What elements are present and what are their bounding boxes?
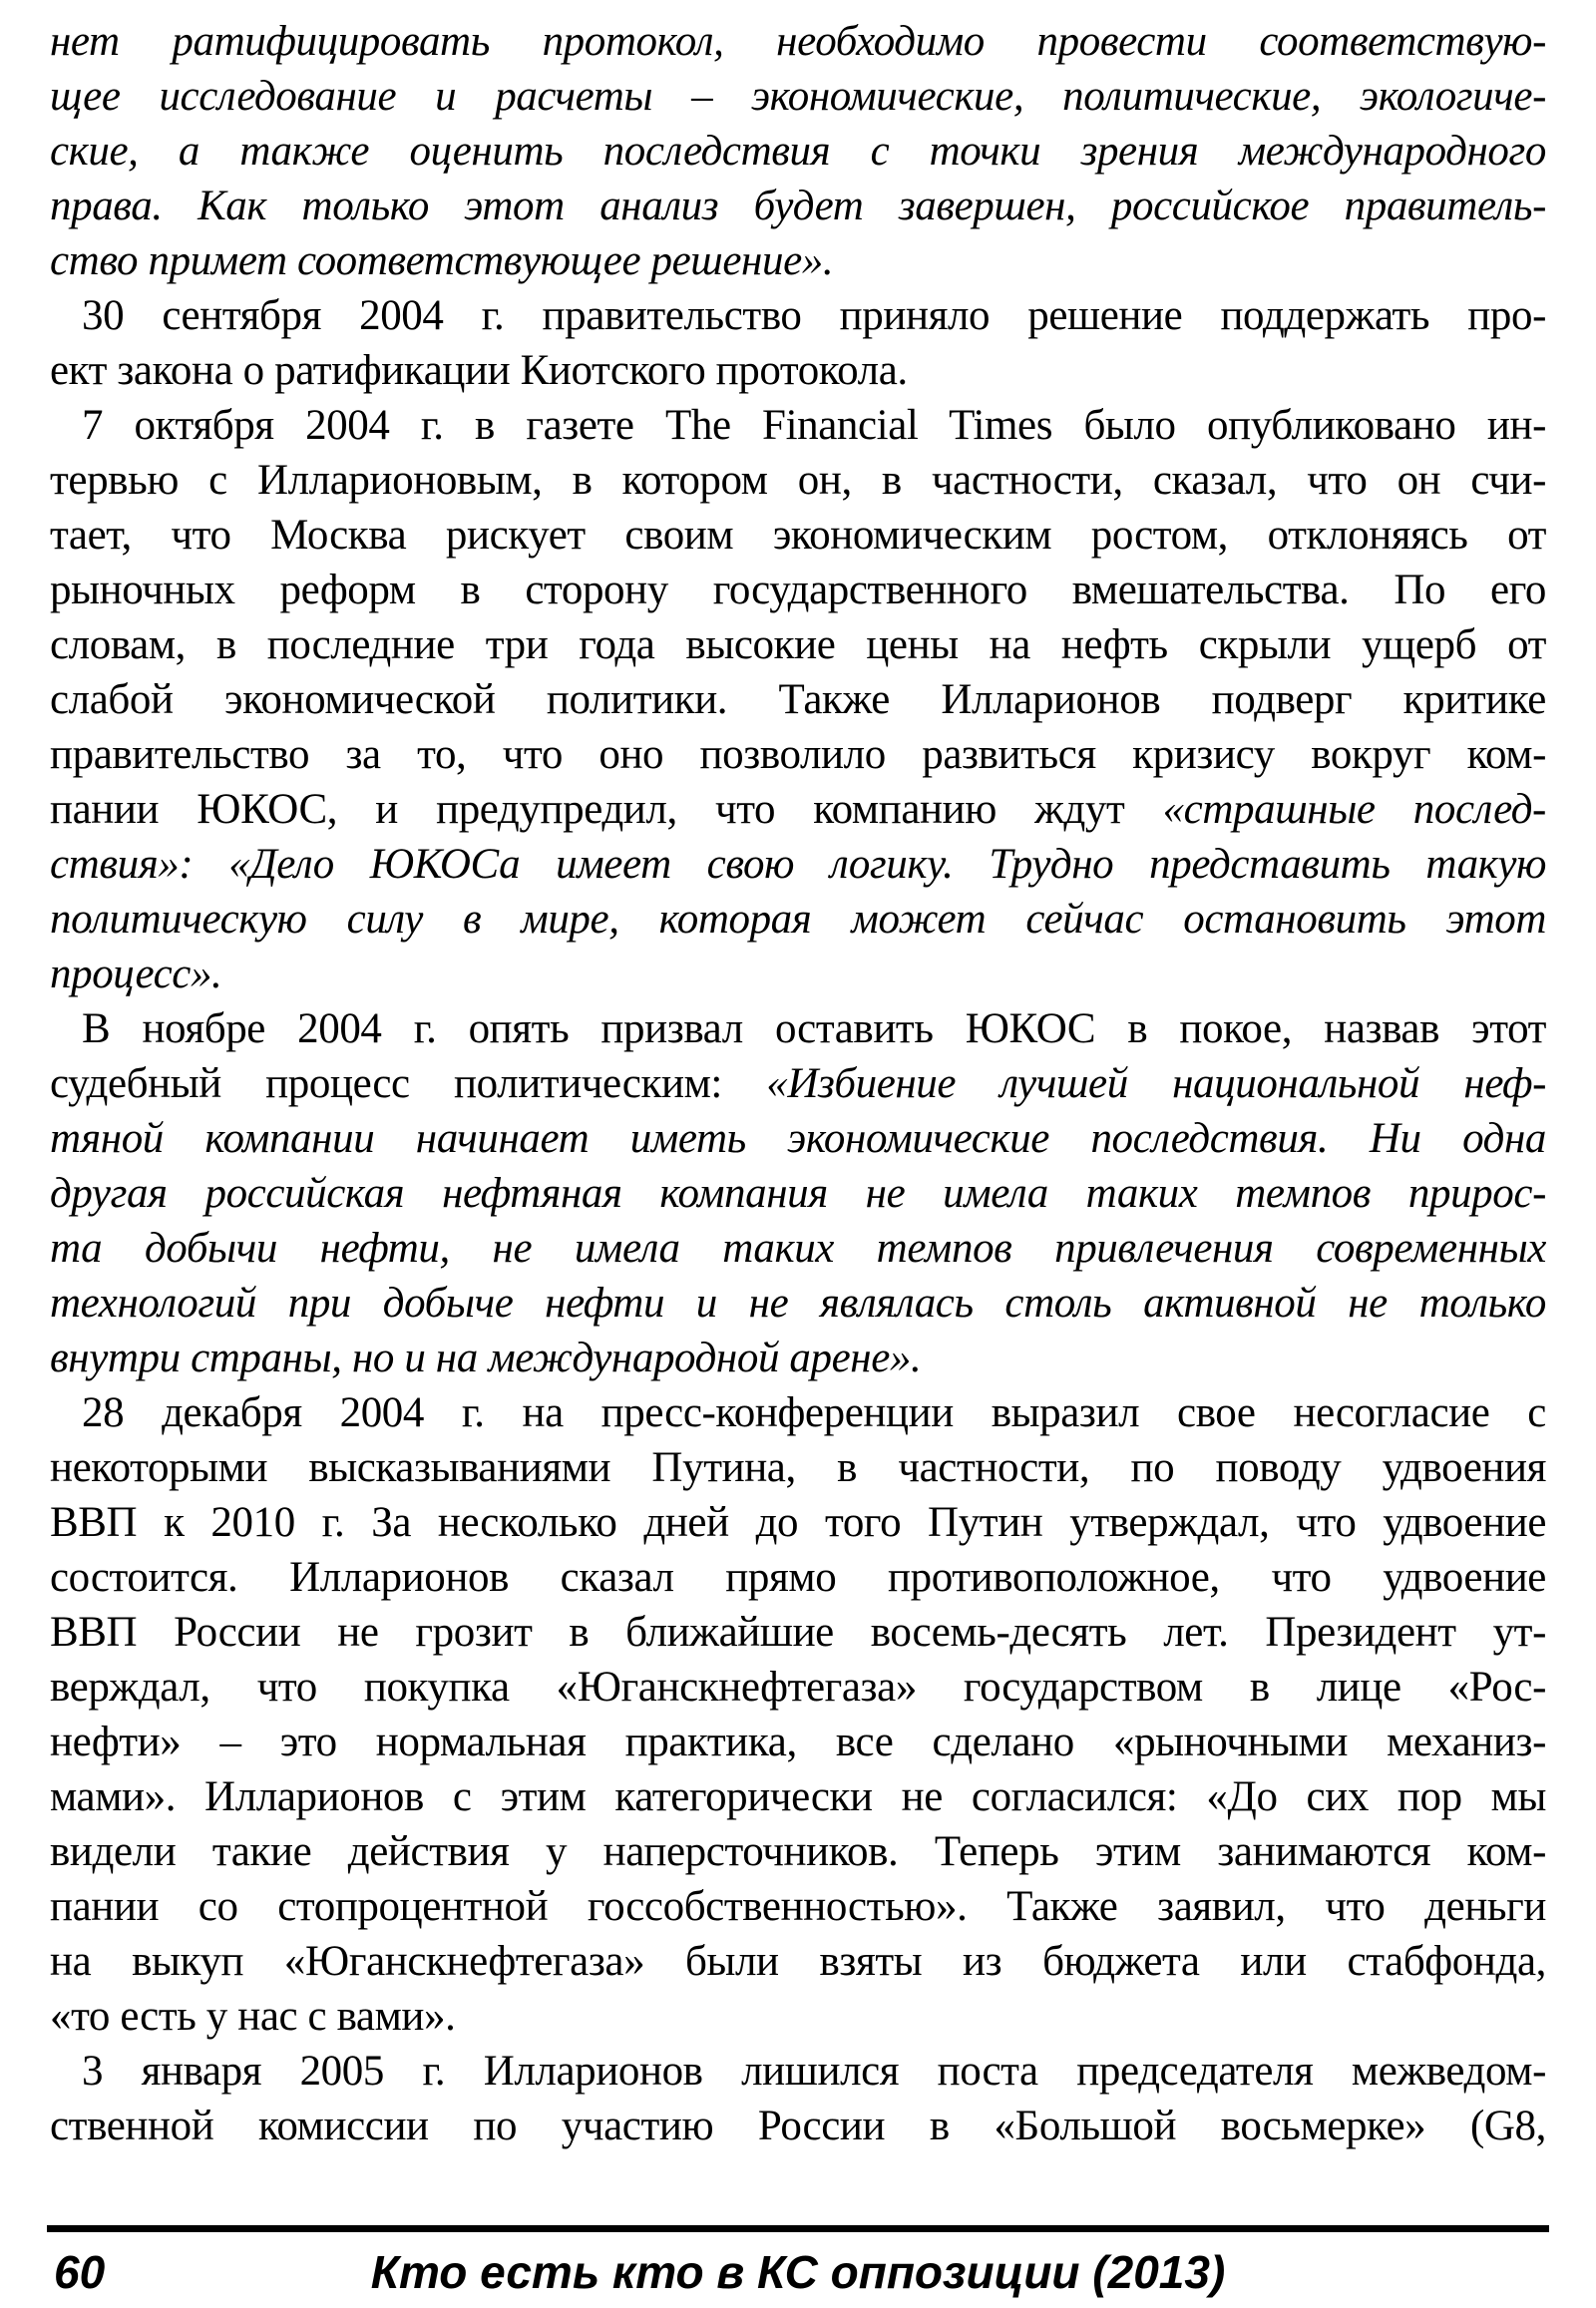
text-line xyxy=(50,727,1546,782)
text-run: 7 октября 2004 г. в газете The Financial Times было опубликовано ин- xyxy=(82,402,1546,449)
text-run: 30 сентября 2004 г. правительство приняло решение поддержать про- xyxy=(82,292,1546,339)
text-line xyxy=(50,1769,1546,1824)
text-line xyxy=(50,179,1546,233)
text-line xyxy=(50,508,1546,563)
text-run: на выкуп «Юганскнефтегаза» были взяты из бюджета или стабфонда, xyxy=(50,1938,1546,1985)
text-line xyxy=(50,1001,1546,1056)
quote-italic-run: тяной компании начинает иметь экономические последствия. Ни одна xyxy=(50,1115,1546,1162)
quote-italic-run: ские, а также оценить последствия с точки зрения международного xyxy=(50,128,1546,175)
text-line xyxy=(50,124,1546,179)
text-line xyxy=(50,1550,1546,1605)
text-run: тервью с Илларионовым, в котором он, в частности, сказал, что он счи- xyxy=(50,457,1546,504)
quote-italic-run: «Избиение лучшей национальной неф- xyxy=(766,1060,1546,1107)
text-line xyxy=(50,1715,1546,1769)
quote-italic-run: нет ратифицировать протокол, необходимо провести соответствую- xyxy=(50,18,1546,65)
text-line xyxy=(50,69,1546,124)
text-run: слабой экономической политики. Также Илларионов подверг критике xyxy=(50,676,1546,723)
text-line xyxy=(50,1495,1546,1550)
text-run: 3 января 2005 г. Илларионов лишился поста председателя межведом- xyxy=(82,2048,1546,2095)
quote-italic-run: ствия»: «Дело ЮКОСа имеет свою логику. Трудно представить такую xyxy=(50,841,1546,888)
text-line xyxy=(50,2044,1546,2099)
text-run: ВВП России не грозит в ближайшие восемь-десять лет. Президент ут- xyxy=(50,1609,1546,1656)
quote-italic-run: процесс». xyxy=(50,951,222,997)
text-line xyxy=(50,453,1546,508)
text-line xyxy=(50,1331,1546,1385)
text-block xyxy=(50,14,1546,2153)
text-run: ВВП к 2010 г. За несколько дней до того Путин утверждал, что удвоение xyxy=(50,1499,1546,1546)
text-run: судебный процесс политическим: xyxy=(50,1060,767,1107)
text-line xyxy=(50,1221,1546,1276)
text-line xyxy=(50,1824,1546,1879)
text-line xyxy=(50,1934,1546,1989)
text-run: ект закона о ратификации Киотского протокола. xyxy=(50,347,908,394)
text-run: ственной комиссии по участию России в «Большой восьмерке» (G8, xyxy=(50,2103,1546,2149)
text-line xyxy=(50,782,1546,837)
text-line xyxy=(50,837,1546,892)
text-line xyxy=(50,398,1546,453)
text-run: видели такие действия у наперсточников. Теперь этим занимаются ком- xyxy=(50,1828,1546,1875)
quote-italic-run: права. Как только этот анализ будет завершен, российское правитель- xyxy=(50,183,1546,229)
quote-italic-run: внутри страны, но и на международной арене». xyxy=(50,1335,922,1381)
text-line xyxy=(50,1385,1546,1440)
text-line xyxy=(50,1989,1546,2044)
text-run: состоится. Илларионов сказал прямо противоположное, что удвоение xyxy=(50,1554,1546,1601)
text-run: правительство за то, что оно позволило развиться кризису вокруг ком- xyxy=(50,731,1546,778)
text-run: пании со стопроцентной госсобственностью». Также заявил, что деньги xyxy=(50,1883,1546,1930)
page-number: 60 xyxy=(54,2246,106,2298)
quote-italic-run: ство примет соответствующее решение». xyxy=(50,237,834,284)
text-line xyxy=(50,1056,1546,1111)
text-run: верждал, что покупка «Юганскнефтегаза» государством в лице «Рос- xyxy=(50,1664,1546,1711)
text-line xyxy=(50,947,1546,1001)
quote-italic-run: технологий при добыче нефти и не являлась столь активной не только xyxy=(50,1280,1546,1327)
text-line xyxy=(50,892,1546,947)
text-run: тает, что Москва рискует своим экономическим ростом, отклоняясь от xyxy=(50,512,1546,559)
text-run: рыночных реформ в сторону государственного вмешательства. По его xyxy=(50,567,1546,613)
quote-italic-run: другая российская нефтяная компания не имела таких темпов прирос- xyxy=(50,1170,1546,1217)
footer-title: Кто есть кто в КС оппозиции (2013) xyxy=(370,2246,1226,2298)
text-line xyxy=(50,343,1546,398)
footer-rule xyxy=(47,2225,1549,2232)
text-line xyxy=(50,288,1546,343)
text-line xyxy=(50,1605,1546,1660)
text-line xyxy=(50,1879,1546,1934)
text-line xyxy=(50,1660,1546,1715)
text-run: «то есть у нас с вами». xyxy=(50,1993,456,2040)
quote-italic-run: щее исследование и расчеты – экономические, политические, экологиче- xyxy=(50,73,1546,120)
text-line xyxy=(50,672,1546,727)
quote-italic-run: политическую силу в мире, которая может сейчас остановить этот xyxy=(50,896,1546,943)
text-line xyxy=(50,233,1546,288)
text-run: мами». Илларионов с этим категорически не согласился: «До сих пор мы xyxy=(50,1773,1546,1820)
page-footer xyxy=(50,2242,1546,2302)
text-line xyxy=(50,14,1546,69)
text-run: 28 декабря 2004 г. на пресс-конференции выразил свое несогласие с xyxy=(82,1389,1546,1436)
text-run: В ноябре 2004 г. опять призвал оставить ЮКОС в покое, назвав этот xyxy=(82,1005,1546,1052)
quote-italic-run: «страшные послед- xyxy=(1162,786,1546,833)
text-line xyxy=(50,617,1546,672)
text-line xyxy=(50,1276,1546,1331)
text-line xyxy=(50,1440,1546,1495)
quote-italic-run: та добычи нефти, не имела таких темпов привлечения современных xyxy=(50,1225,1546,1272)
text-line xyxy=(50,563,1546,617)
text-run: нефти» – это нормальная практика, все сделано «рыночными механиз- xyxy=(50,1719,1546,1765)
text-line xyxy=(50,1111,1546,1166)
text-line xyxy=(50,1166,1546,1221)
text-run: словам, в последние три года высокие цены на нефть скрыли ущерб от xyxy=(50,621,1546,668)
text-line xyxy=(50,2099,1546,2153)
text-run: некоторыми высказываниями Путина, в частности, по поводу удвоения xyxy=(50,1444,1546,1491)
text-run: пании ЮКОС, и предупредил, что компанию ждут xyxy=(50,786,1163,833)
